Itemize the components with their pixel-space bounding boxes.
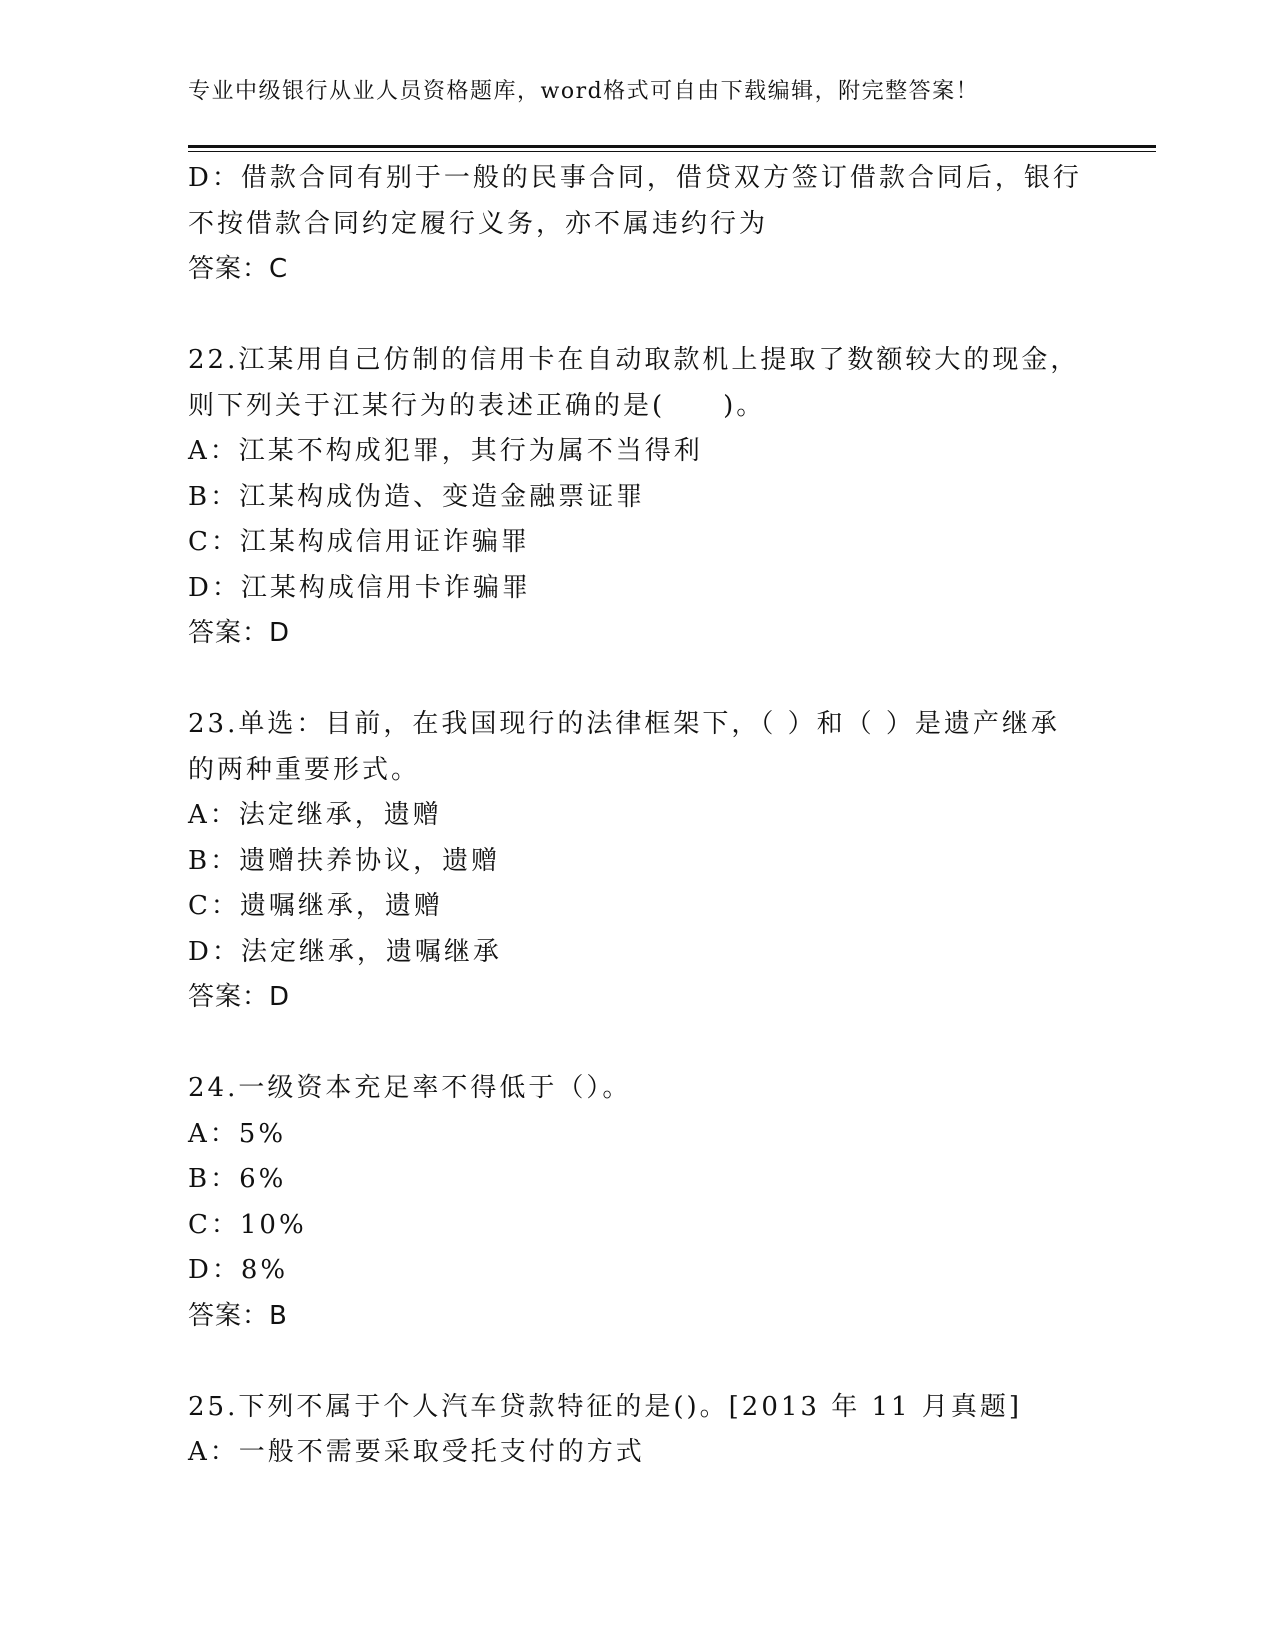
header-rule-thin bbox=[188, 151, 1156, 152]
option-c: C：江某构成信用证诈骗罪 bbox=[188, 527, 530, 557]
answer-line: 答案：B bbox=[188, 1300, 288, 1331]
question-block-22 bbox=[188, 338, 1088, 657]
option-c: C：10% bbox=[188, 1209, 307, 1240]
question-text: 25.下列不属于个人汽车贷款特征的是()。[2013 年 11 月真题] bbox=[188, 1391, 1022, 1422]
document-body bbox=[188, 156, 1088, 1476]
page-header: 专业中级银行从业人员资格题库，word格式可自由下载编辑，附完整答案！ bbox=[188, 79, 980, 104]
question-block-23 bbox=[188, 702, 1088, 1021]
option-a: A：江某不构成犯罪，其行为属不当得利 bbox=[188, 436, 703, 466]
option-a: A：法定继承，遗赠 bbox=[188, 800, 442, 830]
question-text: 22.江某用自己仿制的信用卡在自动取款机上提取了数额较大的现金， bbox=[188, 345, 1080, 375]
option-a: A：一般不需要采取受托支付的方式 bbox=[188, 1437, 645, 1467]
option-line: D：借款合同有别于一般的民事合同，借贷双方签订借款合同后，银行 bbox=[188, 163, 1082, 193]
question-text: 则下列关于江某行为的表述正确的是( )。 bbox=[188, 390, 766, 421]
spacer bbox=[188, 1339, 1088, 1385]
option-line: 不按借款合同约定履行义务，亦不属违约行为 bbox=[188, 208, 769, 239]
question-block-24 bbox=[188, 1066, 1088, 1339]
question-block-21-continuation bbox=[188, 156, 1088, 293]
option-b: B：6% bbox=[188, 1164, 287, 1194]
question-block-25 bbox=[188, 1385, 1088, 1476]
option-b: B：江某构成伪造、变造金融票证罪 bbox=[188, 481, 646, 512]
option-d: D：法定继承，遗嘱继承 bbox=[188, 936, 502, 967]
option-d: D：8% bbox=[188, 1255, 289, 1285]
spacer bbox=[188, 293, 1088, 339]
answer-line: 答案：C bbox=[188, 254, 289, 284]
answer-line: 答案：D bbox=[188, 982, 291, 1012]
option-d: D：江某构成信用卡诈骗罪 bbox=[188, 572, 531, 603]
question-text: 23.单选：目前，在我国现行的法律框架下，（ ）和（ ）是遗产继承 bbox=[188, 709, 1060, 739]
spacer bbox=[188, 657, 1088, 703]
option-a: A：5% bbox=[188, 1118, 287, 1149]
option-b: B：遗赠扶养协议，遗赠 bbox=[188, 845, 501, 876]
option-c: C：遗嘱继承，遗赠 bbox=[188, 891, 443, 921]
header-rule-thick bbox=[188, 145, 1156, 148]
spacer bbox=[188, 1021, 1088, 1067]
question-text: 的两种重要形式。 bbox=[188, 754, 421, 785]
question-text: 24.一级资本充足率不得低于（）。 bbox=[188, 1073, 632, 1103]
answer-line: 答案：D bbox=[188, 618, 291, 648]
